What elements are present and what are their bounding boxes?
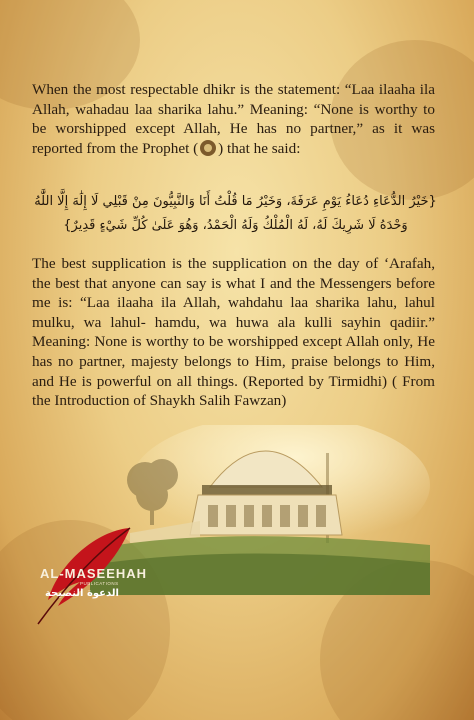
paragraph-dhikr: When the most respectable dhikr is the statement: “Laa ilaaha ila Allah, wahadau laa sharika lahu.” Meaning: “None is worthy to be worshipped except Allah, He has no partner,” as it was reported from the Prophet ( ) that he said:	[32, 81, 435, 157]
arabic-hadith: {خَيْرُ الدُّعَاءِ دُعَاءُ يَوْمِ عَرَفَةَ، وَخَيْرُ مَا قُلْتُ أَنَا وَالنَّبِيُّونَ مِنْ قَبْلِي لَا إِلَٰهَ إِلَّا اللَّٰهُ وَحْدَهُ لَا شَرِيكَ لَهُ، لَهُ الْمُلْكُ وَلَهُ الْحَمْدُ، وَهُوَ عَلَىٰ كُلِّ شَيْءٍ قَدِيرٌ}	[34, 194, 437, 233]
salawat-icon	[200, 140, 216, 156]
publisher-logo-name: AL-MASEEHAH	[40, 566, 148, 581]
paragraph-supplication: The best supplication is the supplication on the day of ‘Arafah, the best that anyone can say is what I and the Messengers before me is: “Laa ilaaha ila Allah, wahdahu laa sharika lahu, lahul mulku, wa lahul- hamdu, wa huwa ala kulli sayhin qadiir.” Meaning: None is worthy to be worshipped except Allah only, He has no partner, majesty belongs to Him, praise belongs to Him, and He is powerful on all things. (Reported by Tirmidhi) ( From the Introduction of Shaykh Salih Fawzan)	[32, 255, 435, 410]
publisher-logo-subtitle: PUBLICATIONS	[80, 581, 119, 586]
publisher-logo-arabic: الدعوة النصيحة	[45, 588, 119, 599]
